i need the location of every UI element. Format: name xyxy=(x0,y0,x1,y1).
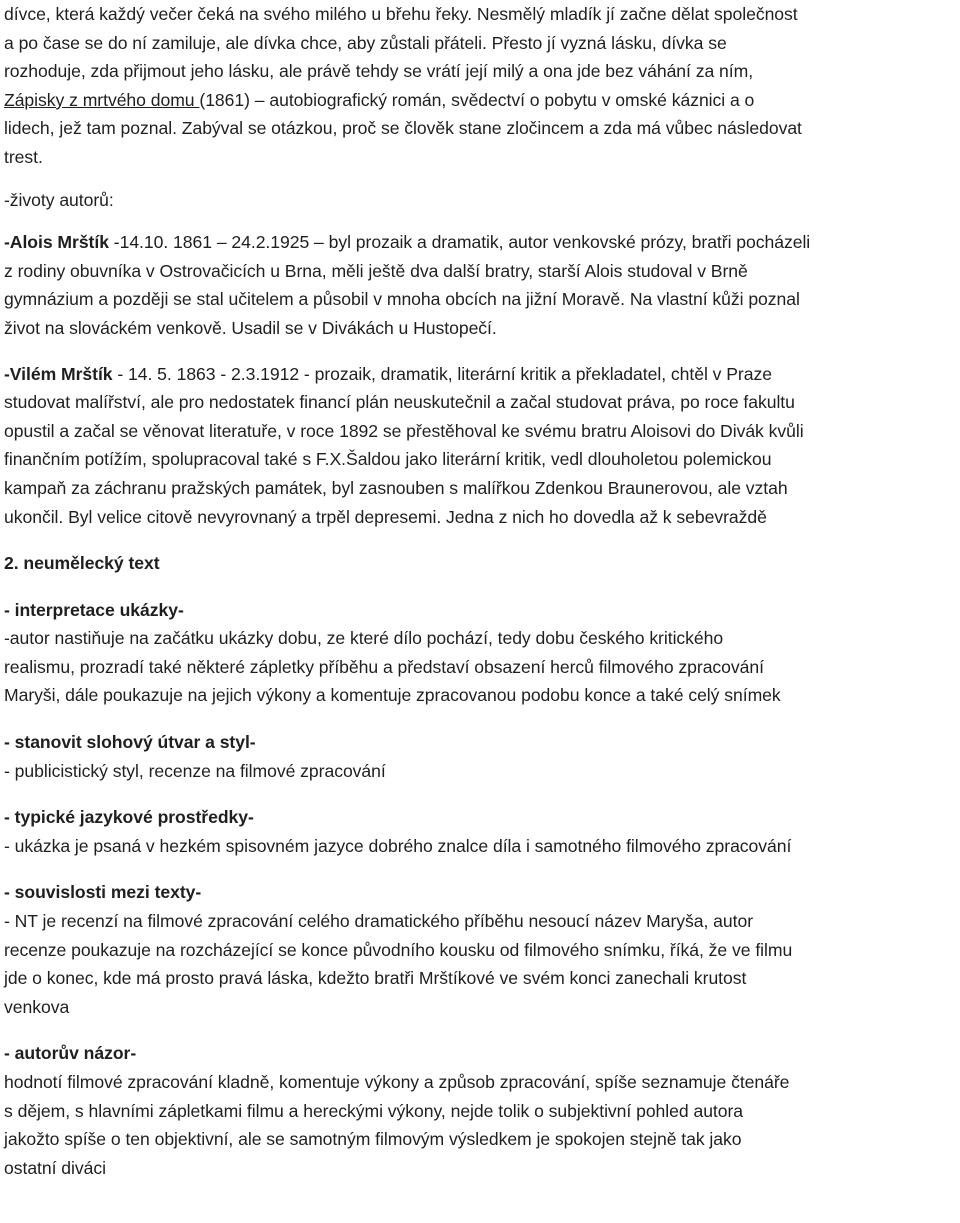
text-line: Maryši, dále poukazuje na jejich výkony a komentuje zpracovanou podobu konce a také celý snímek xyxy=(4,685,781,706)
text-line xyxy=(4,86,956,115)
author-bio: -14.10. 1861 – 24.2.1925 – byl prozaik a dramatik, autor venkovské prózy, bratři pocházeli xyxy=(108,232,811,253)
text-line: kampaň za záchranu pražských památek, byl zasnouben s malířkou Zdenkou Braunerovou, ale vztah xyxy=(4,477,788,498)
text-line: realismu, prozradí také některé zápletky příběhu a představí obsazení herců filmového zpracování xyxy=(4,656,764,677)
author-name: -Vilém Mrštík xyxy=(4,363,113,384)
text-line xyxy=(4,228,956,257)
text-line: - publicistický styl, recenze na filmové zpracování xyxy=(4,760,386,781)
text-line: z rodiny obuvníka v Ostrovačicích u Brna, měli ještě dva další bratry, starší Alois studoval v Brně xyxy=(4,260,748,281)
text-line xyxy=(4,360,956,389)
text-line: ukončil. Byl velice citově nevyrovnaný a trpěl depresemi. Jedna z nich ho dovedla až k sebevraždě xyxy=(4,506,767,527)
text-line: hodnotí filmové zpracování kladně, komentuje výkony a způsob zpracování, spíše seznamuje čtenáře xyxy=(4,1072,790,1092)
subheading: - typické jazykové prostředky- xyxy=(4,807,254,828)
souvislosti-section xyxy=(4,878,956,1021)
text-line: lidech, jež tam poznal. Zabýval se otázkou, proč se člověk stane zločincem a zda má vůbec následovat xyxy=(4,118,802,139)
styl-section xyxy=(4,728,956,785)
document-page xyxy=(4,0,956,1182)
text-line: - ukázka je psaná v hezkém spisovném jazyce dobrého znalce díla i samotného filmového zpracování xyxy=(4,835,792,856)
section-heading-neumelecky: 2. neumělecký text xyxy=(4,553,160,574)
prostredky-section xyxy=(4,803,956,860)
text-line: život na slováckém venkově. Usadil se v Divákách u Hustopečí. xyxy=(4,317,497,338)
text-line: finančním potížím, spolupracoval také s F.X.Šaldou jako literární kritik, vedl dlouholetou polemickou xyxy=(4,449,772,470)
author-name: -Alois Mrštík xyxy=(4,232,109,253)
text-line: rozhoduje, zda přijmout jeho lásku, ale právě tehdy se vrátí její milý a ona jde bez váhání za ním, xyxy=(4,61,754,82)
subheading: - stanovit slohový útvar a styl- xyxy=(4,732,256,753)
text-line: jakožto spíše o ten objektivní, ale se samotným filmovým výsledkem je spokojen stejně tak jako xyxy=(4,1129,742,1150)
text-line: -autor nastiňuje na začátku ukázky dobu, ze které dílo pochází, tedy dobu českého kritického xyxy=(4,628,724,649)
work-title-zapisky: Zápisky z mrtvého domu xyxy=(4,89,200,110)
text-line: dívce, která každý večer čeká na svého milého u břehu řeky. Nesmělý mladík jí začne dělat společnost xyxy=(4,4,798,24)
subheading: - souvislosti mezi texty- xyxy=(4,882,202,903)
section-heading-zivoty: -životy autorů: xyxy=(4,189,114,210)
subheading: - autorův názor- xyxy=(4,1043,137,1064)
author-bio: - 14. 5. 1863 - 2.3.1912 - prozaik, dramatik, literární kritik a překladatel, chtěl v Praze xyxy=(112,363,772,384)
text-line: s dějem, s hlavními zápletkami filmu a hereckými výkony, nejde tolik o subjektivní pohled autora xyxy=(4,1100,744,1121)
intro-section xyxy=(4,0,956,172)
author-alois xyxy=(4,228,956,342)
text-line: ostatní diváci xyxy=(4,1157,106,1178)
text-line: - NT je recenzí na filmové zpracování celého dramatického příběhu nesoucí název Maryša, autor xyxy=(4,911,754,932)
author-vilem xyxy=(4,360,956,532)
text-line: gymnázium a později se stal učitelem a působil v mnoha obcích na jižní Moravě. Na vlastní kůži poznal xyxy=(4,289,800,310)
nazor-section xyxy=(4,1039,956,1182)
text-line: recenze poukazuje na rozcházející se konce původního kousku od filmového snímku, říká, že ve filmu xyxy=(4,939,793,960)
text-line: a po čase se do ní zamiluje, ale dívka chce, aby zůstali přáteli. Přesto jí vyzná lásku, dívka se xyxy=(4,32,727,53)
interpretace-section xyxy=(4,596,956,710)
text-line: jde o konec, kde má prosto pravá láska, kdežto bratři Mrštíkové ve svém konci zanechali krutost xyxy=(4,968,747,989)
text-line: opustil a začal se věnovat literatuře, v roce 1892 se přestěhoval ke svému bratru Aloisovi do Divák kvůli xyxy=(4,420,804,441)
text-line: studovat malířství, ale pro nedostatek financí plán neuskutečnil a začal studovat práva, po roce fakultu xyxy=(4,392,795,413)
work-description: (1861) – autobiografický román, svědectví o pobytu v omské káznici a o xyxy=(199,89,755,110)
subheading: - interpretace ukázky- xyxy=(4,599,184,620)
text-line: venkova xyxy=(4,996,70,1017)
text-line: trest. xyxy=(4,146,43,167)
